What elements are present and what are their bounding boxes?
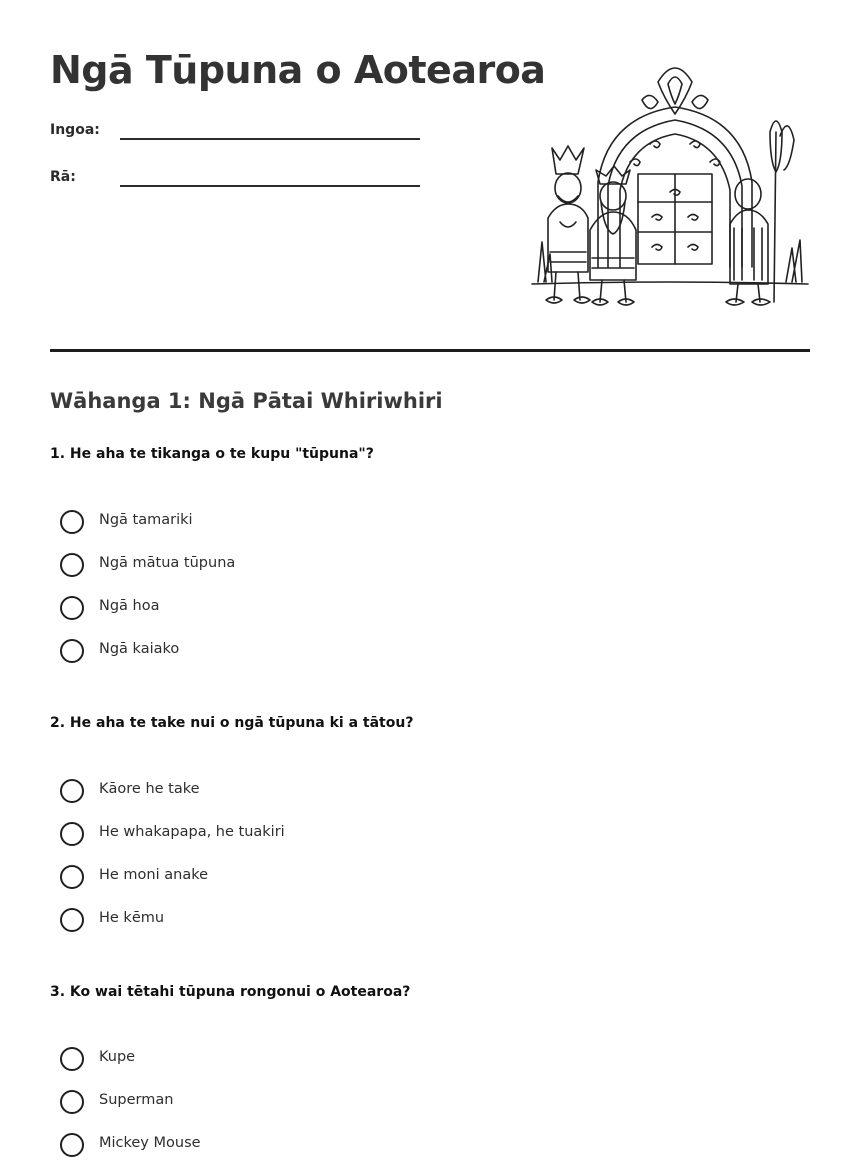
name-field-row (50, 122, 430, 152)
q2-option-3[interactable] (60, 865, 460, 891)
date-input[interactable] (120, 185, 420, 187)
radio-button-icon[interactable] (60, 596, 84, 620)
q3-option-2[interactable] (60, 1090, 460, 1116)
header-divider (50, 349, 810, 352)
page-title: Ngā Tūpuna o Aotearoa (50, 48, 546, 92)
radio-button-icon[interactable] (60, 1090, 84, 1114)
q1-option-2[interactable] (60, 553, 460, 579)
radio-button-icon[interactable] (60, 1047, 84, 1071)
q3-option-3[interactable] (60, 1133, 460, 1159)
q1-option-3[interactable] (60, 596, 460, 622)
q2-option-4[interactable] (60, 908, 460, 934)
question-2: 2. He aha te take nui o ngā tūpuna ki a tātou? (50, 715, 414, 731)
option-label: Ngā mātua tūpuna (99, 555, 236, 571)
option-label: Kupe (99, 1049, 136, 1065)
date-field-row (50, 169, 430, 199)
q1-option-4[interactable] (60, 639, 460, 665)
radio-button-icon[interactable] (60, 865, 84, 889)
question-3: 3. Ko wai tētahi tūpuna rongonui o Aotearoa? (50, 984, 411, 1000)
q3-option-1[interactable] (60, 1047, 460, 1073)
date-label: Rā: (50, 169, 76, 185)
radio-button-icon[interactable] (60, 779, 84, 803)
option-label: Ngā kaiako (99, 641, 180, 657)
wharenui-tupuna-illustration-icon (530, 62, 810, 318)
name-input[interactable] (120, 138, 420, 140)
section-heading: Wāhanga 1: Ngā Pātai Whiriwhiri (50, 389, 443, 413)
option-label: Ngā hoa (99, 598, 160, 614)
radio-button-icon[interactable] (60, 553, 84, 577)
option-label: Superman (99, 1092, 174, 1108)
radio-button-icon[interactable] (60, 639, 84, 663)
radio-button-icon[interactable] (60, 822, 84, 846)
option-label: He kēmu (99, 910, 165, 926)
option-label: Ngā tamariki (99, 512, 193, 528)
q1-option-1[interactable] (60, 510, 460, 536)
name-label: Ingoa: (50, 122, 100, 138)
option-label: He whakapapa, he tuakiri (99, 824, 285, 840)
radio-button-icon[interactable] (60, 908, 84, 932)
radio-button-icon[interactable] (60, 510, 84, 534)
q2-option-2[interactable] (60, 822, 460, 848)
option-label: Kāore he take (99, 781, 200, 797)
q2-option-1[interactable] (60, 779, 460, 805)
radio-button-icon[interactable] (60, 1133, 84, 1157)
option-label: Mickey Mouse (99, 1135, 201, 1151)
question-1: 1. He aha te tikanga o te kupu "tūpuna"? (50, 446, 374, 462)
option-label: He moni anake (99, 867, 209, 883)
